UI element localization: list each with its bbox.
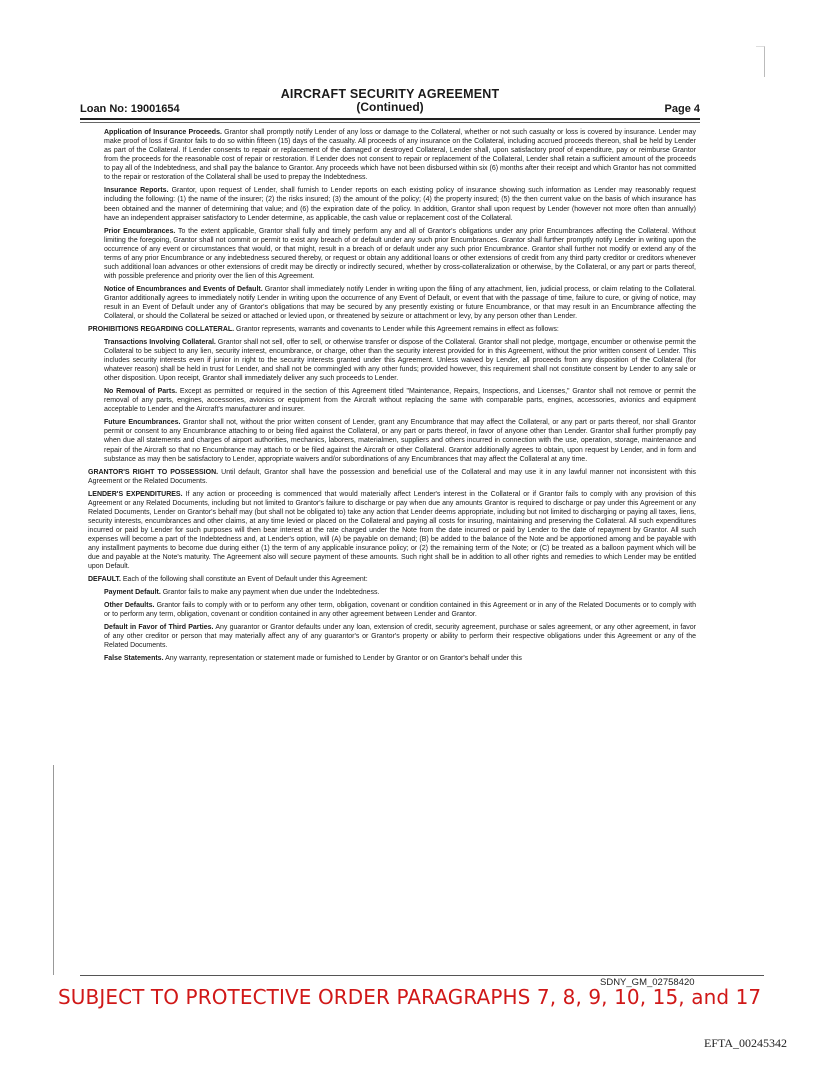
- paragraph-heading: Default in Favor of Third Parties.: [104, 623, 214, 631]
- paragraph-text: Grantor represents, warrants and covenants to Lender while this Agreement remains in effect as follows:: [234, 326, 559, 334]
- section-paragraph: [88, 490, 696, 572]
- header-rule-thin: [80, 122, 700, 123]
- paragraph-heading: Notice of Encumbrances and Events of Default.: [104, 285, 263, 293]
- scan-margin-line: [53, 765, 54, 975]
- paragraph-text: Any guarantor or Grantor defaults under any loan, extension of credit, security agreement, purchase or sales agreement, or any other agreement, in favor of any other creditor or person that may materially affect any of any guarantor's or Grantor's property or ability to perform their respective obligations under this Agreement or any of the Related Documents.: [104, 623, 696, 650]
- paragraph-text: Until default, Grantor shall have the possession and beneficial use of the Collateral and may use it in any lawful manner not inconsistent with this Agreement or the Related Documents.: [88, 468, 696, 485]
- section-paragraph: [88, 575, 696, 584]
- document-subtitle: (Continued): [356, 100, 424, 114]
- section-heading: PROHIBITIONS REGARDING COLLATERAL.: [88, 326, 235, 334]
- bates-number-efta: EFTA_00245342: [704, 1036, 788, 1050]
- paragraph-text: Any warranty, representation or statement made or furnished to Lender by Grantor or on Grantor's behalf under this: [163, 655, 522, 663]
- paragraph-text: Grantor, upon request of Lender, shall furnish to Lender reports on each existing policy of insurance showing such information as Lender may reasonably request including the following: (1) the name of the insurer; (2) the risks insured; (3) the amount of the policy; (4) the property insured; (5) the then current value on the basis of which insurance has been obtained and the manner of determining that value; and (6) the expiration date of the policy. In addition, Grantor shall upon request by Lender (however not more often than annually) have an independent appraiser satisfactory to Lender determine, as applicable, the cash value or replacement cost of the Collateral.: [104, 187, 696, 222]
- paragraph-text: Each of the following shall constitute an Event of Default under this Agreement:: [120, 576, 368, 584]
- paragraph-heading: Other Defaults.: [104, 601, 155, 609]
- paragraph-heading: Insurance Reports.: [104, 187, 169, 195]
- paragraph-text: Grantor shall promptly notify Lender of any loss or damage to the Collateral, whether or not such casualty or loss is covered by insurance. Lender may make proof of loss if Grantor fails to do so within fifteen (15) days of the casualty. All proceeds of any insurance on the Collateral, including accrued proceeds thereon, shall be held by Lender as part of the Collateral. If Lender consents to repair or replacement of the damaged or destroyed Collateral, Lender shall, upon satisfactory proof of expenditure, pay or reimburse Grantor from the proceeds for the reasonable cost of repair or restoration. If Lender does not consent to repair or replacement of the Collateral, Lender shall retain a sufficient amount of the proceeds to pay all of the Indebtedness, and shall pay the balance to Grantor. Any proceeds which have not been disbursed within six (6) months after their receipt and which Grantor has not committed to the repair or restoration of the Collateral shall be used to prepay the Indebtedness.: [104, 129, 696, 182]
- section-paragraph: [88, 468, 696, 486]
- document-title: AIRCRAFT SECURITY AGREEMENT: [280, 87, 500, 101]
- protective-order-stamp: SUBJECT TO PROTECTIVE ORDER PARAGRAPHS 7, 8, 9, 10, 15, and 17: [58, 985, 762, 1009]
- section-heading: LENDER'S EXPENDITURES.: [88, 490, 183, 498]
- bates-number-sdny: SDNY_GM_02758420: [600, 977, 695, 988]
- paragraph: [88, 227, 696, 282]
- scan-mark: [756, 46, 765, 77]
- paragraph-text: Grantor fails to comply with or to perform any other term, obligation, covenant or condition contained in this Agreement or in any of the Related Documents or to comply with or to perform any term, obligation, covenant or condition contained in any other agreement between Lender and Grantor.: [104, 601, 696, 619]
- paragraph: [88, 601, 696, 619]
- paragraph: [88, 623, 696, 650]
- section-heading: DEFAULT.: [88, 576, 121, 584]
- paragraph-heading: Application of Insurance Proceeds.: [104, 129, 222, 136]
- document-header: [80, 87, 700, 121]
- loan-number: Loan No: 19001654: [80, 103, 180, 115]
- paragraph: [88, 418, 696, 463]
- paragraph-text: Except as permitted or required in the section of this Agreement titled "Maintenance, Repairs, Inspections, and Licenses," Grantor shall not remove or permit the removal of any parts, engines, accessories, avionics or equipment from the Aircraft without replacing the same with comparable parts, engines, accessories, avionics and equipment acceptable to Lender and the Aircraft's manufacturer and insurer.: [104, 388, 696, 414]
- paragraph-text: If any action or proceeding is commenced that would materially affect Lender's interest in the Collateral or if Grantor fails to comply with any provision of this Agreement or any Related Documents, including but not limited to Grantor's failure to discharge or pay when due any amounts Grantor is required to discharge or pay under this Agreement or any Related Documents, Lender on Grantor's behalf may (but shall not be obligated to) take any action that Lender deems appropriate, including but not limited to discharging or paying all taxes, liens, security interests, encumbrances and other claims, at any time levied or placed on the Collateral and paying all costs for insuring, maintaining and preserving the Collateral. All such expenditures incurred or paid by Lender for such purposes will then bear interest at the rate charged under the Note from the date incurred or paid by Lender to the date of repayment by Grantor. All such expenses will become a part of the Indebtedness and, at Lender's option, will (A) be payable on demand; (B) be added to the balance of the Note and be apportioned among and be payable with any installment payments to become due during either (1) the term of any applicable insurance policy; or (2) the remaining term of the Note; or (C) be treated as a balloon payment which will be due and payable at the Note's maturity. The Agreement also will secure payment of these amounts. Such right shall be in addition to all other rights and remedies to which Lender may be entitled upon Default.: [88, 490, 696, 571]
- page-number: Page 4: [664, 103, 700, 115]
- header-rule: [80, 118, 700, 120]
- section-paragraph: [88, 325, 696, 334]
- document-body: [88, 128, 696, 667]
- paragraph-text: To the extent applicable, Grantor shall fully and timely perform any and all of Grantor's obligations under any prior Encumbrances affecting the Collateral. Without limiting the foregoing, Grantor shall not commit or permit to exist any breach of or default under any such prior Encumbrances. Grantor shall further promptly notify Lender in writing upon the occurrence of any event or circumstances that would, or that might, result in a breach of or default under any such prior Encumbrance. Grantor shall further not modify or extend any of the terms of any prior Encumbrance or any indebtedness secured thereby, or request or obtain any additional loans or other extensions of credit from any third party creditor or creditors whenever such additional loan advances or other extensions of credit may be directly or indirectly secured, whether by cross-collateralization or otherwise, by the Collateral, or any part or parts thereof, with possible preference and priority over the lien of this Agreement.: [104, 227, 696, 280]
- paragraph-heading: Prior Encumbrances.: [104, 227, 176, 235]
- footer-rule: [80, 975, 764, 976]
- paragraph-heading: Future Encumbrances.: [104, 419, 181, 427]
- paragraph: [88, 588, 696, 597]
- paragraph: [88, 186, 696, 222]
- paragraph-text: Grantor fails to make any payment when due under the Indebtedness.: [160, 589, 380, 597]
- paragraph-heading: Transactions Involving Collateral.: [104, 338, 216, 346]
- paragraph-text: Grantor shall immediately notify Lender in writing upon the filing of any attachment, lien, judicial process, or claim relating to the Collateral. Grantor additionally agrees to immediately notify Lender in writing upon the occurrence of any Event of Default, or event that with the passage of time, failure to cure, or giving of notice, may result in an Event of Default under any of Grantor's obligations that may be secured by any presently existing or future Encumbrance, or that may result in an Encumbrance affecting the Collateral, or should the Collateral be seized or attached or levied upon, or threatened by seizure or attachment or levy, by any person other than Lender.: [104, 285, 696, 321]
- paragraph-text: Grantor shall not sell, offer to sell, or otherwise transfer or dispose of the Collateral. Grantor shall not pledge, mortgage, encumber or otherwise permit the Collateral to be subject to any lien, security interest, encumbrance, or charge, other than the security interest provided for in this Agreement, without the prior written consent of Lender. This includes security interests even if junior in right to the security interests granted under this Agreement. Unless waived by Lender, all proceeds from any disposition of the Collateral (for whatever reason) shall be held in trust for Lender, and shall not be commingled with any other funds; provided however, this requirement shall not constitute consent by Lender to any sale or other disposition. Upon receipt, Grantor shall immediately deliver any such proceeds to Lender.: [104, 338, 696, 383]
- paragraph-heading: No Removal of Parts.: [104, 388, 178, 396]
- paragraph: [88, 654, 696, 663]
- paragraph-heading: False Statements.: [104, 655, 164, 663]
- paragraph: [88, 338, 696, 383]
- paragraph-text: Grantor shall not, without the prior written consent of Lender, grant any Encumbrance that may affect the Collateral, or any part or parts thereof, nor shall Grantor permit or consent to any Encumbrance attaching to or being filed against the Collateral, or any part or parts thereof, in favor of anyone other than Lender. Grantor shall further promptly pay when due all statements and charges of airport authorities, mechanics, laborers, materialmen, suppliers and others incurred in connection with the use, operation, storage, maintenance and repair of the Aircraft so that no Encumbrance may attach to or be filed against the Aircraft or other Collateral. Grantor additionally agrees to obtain, upon request by Lender, and in form and substance as may then be satisfactory to Lender, appropriate waivers and/or subordinations of any Encumbrances that may affect the Collateral at any time.: [104, 419, 696, 463]
- paragraph: [88, 128, 696, 183]
- paragraph-heading: Payment Default.: [104, 589, 161, 597]
- paragraph: [88, 285, 696, 321]
- paragraph: [88, 387, 696, 414]
- section-heading: GRANTOR'S RIGHT TO POSSESSION.: [88, 468, 219, 476]
